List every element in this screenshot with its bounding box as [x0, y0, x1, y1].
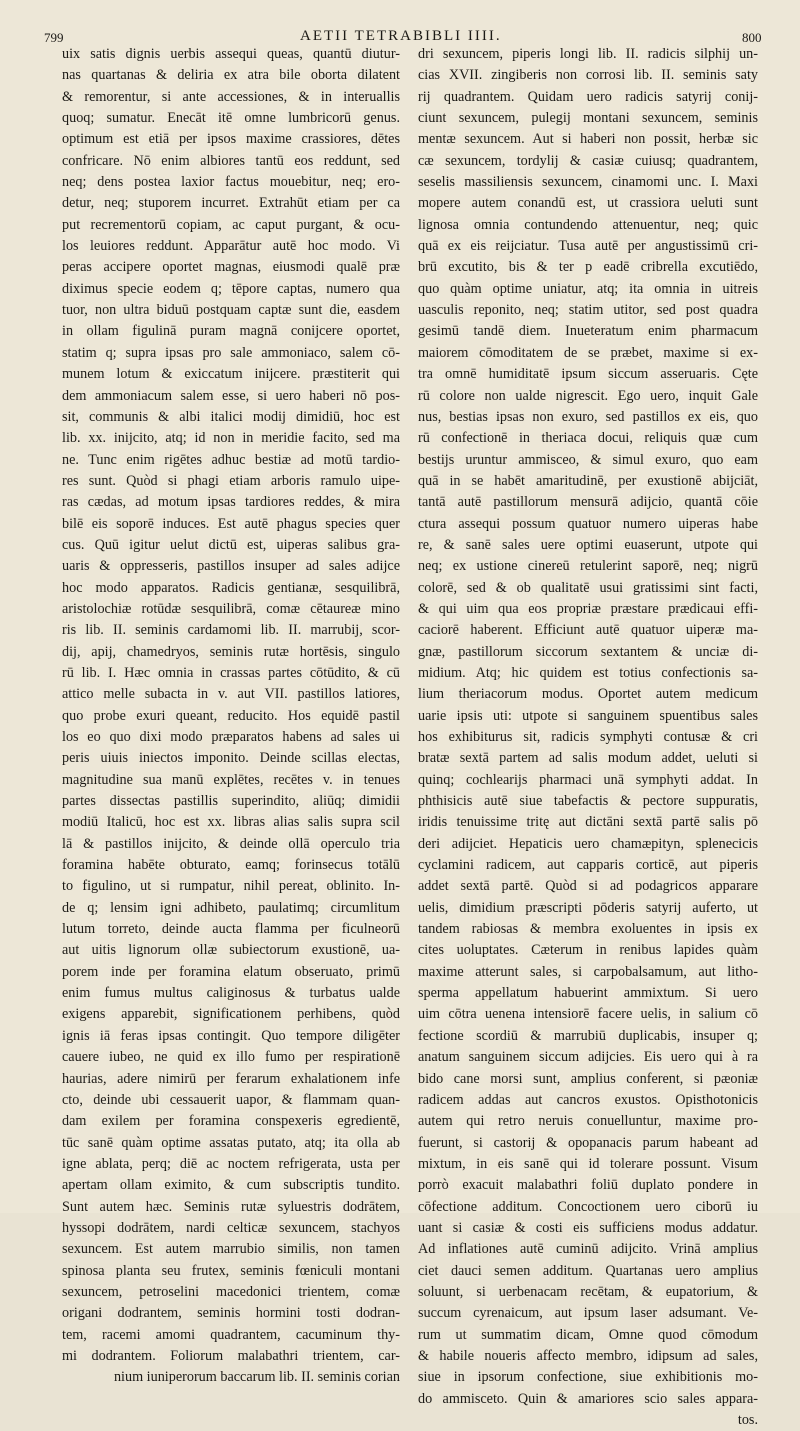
text-line: lignosa omnia contundendo attenuentur, neq; quic	[418, 216, 758, 233]
text-line: cyclamini radicem, aut capparis corticē, aut piperis	[418, 857, 758, 874]
text-line: & remorentur, si ante accessiones, & in interuallis	[62, 88, 400, 105]
text-line: cauere iubeo, ne quid ex illo fumo per respirationē	[62, 1049, 400, 1066]
text-line: dem ammoniacum salem esse, si uero haberi nō pos-	[62, 387, 400, 404]
text-line: tem, racemi amomi quadrantem, cacuminum thy-	[62, 1326, 400, 1343]
text-line: cto, deinde ubi cessauerit uapor, & flammam quan-	[62, 1091, 400, 1108]
text-line: dri sexuncem, piperis longi lib. II. radicis silphij un-	[418, 46, 758, 62]
text-line: aristolochiæ rotūdæ sesquilibrā, comæ cētaureæ mino	[62, 600, 400, 617]
text-line: partes dissectas pastillis superindito, aliūq; dimidii	[62, 793, 400, 810]
text-line: cias XVII. zingiberis non corrosi lib. II. seminis saty	[418, 67, 758, 84]
text-line: succum cyrenaicum, aut ipsum laser adsumant. Ve-	[418, 1305, 758, 1322]
text-line: sit, communis & albi italici modij dimidiū, hoc est	[62, 408, 400, 425]
text-line: uix satis dignis uerbis assequi queas, quantū diutur-	[62, 46, 400, 62]
text-line: aut uitis lignorum ollæ subiectorum exustionē, ua-	[62, 942, 400, 959]
text-line: caciorē haberent. Efficiunt autē quatuor uiperæ ma-	[418, 622, 758, 639]
text-line: quinq; cochlearijs pharmaci unā symphyti addat. In	[418, 771, 758, 788]
text-line: cites uoluptates. Cæterum in renibus lapides quàm	[418, 942, 758, 959]
text-line: mixtum, in eis sanē qui id tolerare possunt. Visum	[418, 1155, 758, 1172]
text-line: autem qui retro neruis conuelluntur, maxime pro-	[418, 1113, 758, 1130]
text-line: & qui uim qua eos propriæ præstare prædicaui effi-	[418, 600, 758, 617]
text-line: statim q; supra ipsas pro sale ammoniaco, salem cō-	[62, 344, 400, 361]
text-line: peras accipere oportet magnas, eiusmodi qualē præ	[62, 259, 400, 276]
text-line: rū confectionē in theriaca docui, reliquis quæ cum	[418, 430, 758, 447]
text-line: hyssopi dodrātem, nardi celticæ sexuncem, stachyos	[62, 1219, 400, 1236]
text-line: fuerunt, si castorij & opopanacis parum habeant ad	[418, 1134, 758, 1151]
text-line: apertam ollam eximito, & cum subscriptis tundito.	[62, 1177, 400, 1194]
text-line: neq; ex ustione cinereū retulerint saporē, neq; nigrū	[418, 558, 758, 575]
text-line: uaris & oppresseris, pastillos insuper ad sales adijce	[62, 558, 400, 575]
text-line: tra omnē humiditatē ipsum siccum asseruaris. Cęte	[418, 366, 758, 383]
text-line: lā & pastillos inijcito, & deinde ollā operculo tria	[62, 835, 400, 852]
text-line: Ad inflationes autē cuminū adijcito. Vrinā amplius	[418, 1241, 758, 1258]
text-line: porrò exacuit malabathri foliū duplato pondere in	[418, 1177, 758, 1194]
text-line: tuor, non ultra biduū postquam captæ sunt die, easdem	[62, 302, 400, 319]
text-line: los leuiores reddunt. Apparātur autē hoc modo. Vi	[62, 238, 400, 255]
text-line: porem inde per foramina elatum obseruato, primū	[62, 963, 400, 980]
text-line: midium. Atq; hic quidem est totius confectionis sa-	[418, 664, 758, 681]
text-line: dam exilem per foramina conspexeris egredientē,	[62, 1113, 400, 1130]
text-line: sexuncem, petroselini macedonici trientem, comæ	[62, 1283, 400, 1300]
running-title: AETII TETRABIBLI IIII.	[300, 28, 502, 44]
text-line: mopere autem conandū est, ut crassiora ueluti sunt	[418, 195, 758, 212]
text-line: quoq; sumatur. Enecāt itē omne lumbricorū genus.	[62, 110, 400, 127]
text-line: dij, apij, chamedryos, seminis rutæ hortēsis, singulo	[62, 643, 400, 660]
text-line: diximus specie eodem q; tēpore captas, numero qua	[62, 280, 400, 297]
text-line: tantā autē pastillorum mensurā adijcio, quantā cōie	[418, 494, 758, 511]
text-line: anatum sanguinem siccum adijcies. Eis uero qui à ra	[418, 1049, 758, 1066]
text-line: soluunt, si uerbenacam recētam, & eupatorium, &	[418, 1283, 758, 1300]
text-line: enim fumus multus caliginosus & turbatus ualde	[62, 985, 400, 1002]
text-line: ignis iā feras ipsas contingit. Quo tempore diligēter	[62, 1027, 400, 1044]
text-line: maxime atterunt sales, si carpobalsamum, aut litho-	[418, 963, 758, 980]
text-line: attico melle subacta in v. aut VII. pastillos latiores,	[62, 686, 400, 703]
text-line: sperma appellatum habuerint ammixtum. Si uero	[418, 985, 758, 1002]
text-line: do ammisceto. Quin & amariores scio sales appara-	[418, 1390, 758, 1407]
text-line: optimum est etiā per ipsos maxime crassiores, dētes	[62, 131, 400, 148]
text-line: mentæ sexuncem. Aut si haberi non possit, herbæ sic	[418, 131, 758, 148]
text-line: brū excutito, bis & ter p eadē cribrella excutiēdo,	[418, 259, 758, 276]
text-line: igne ablata, perq; diē ac noctem refrigerata, usta per	[62, 1155, 400, 1172]
text-line: tūc sanē quàm optime assatas putato, atq; ita olla ab	[62, 1134, 400, 1151]
text-line: siue in ipsorum confectione, siue exhibitionis mo-	[418, 1369, 758, 1386]
text-line: phthisicis autē siue tabefactis & pectore suppuratis,	[418, 793, 758, 810]
text-line: bratæ sextā partem ad salis modum addet, ueluti si	[418, 750, 758, 767]
text-line: modiū Italicū, hoc est xx. libras alias salis supra scil	[62, 814, 400, 831]
text-line: bestijs uruntur ammisceo, & simul exuro, quo eam	[418, 451, 758, 468]
text-line: foramina habēte obturato, eamq; forinsecus totālū	[62, 857, 400, 874]
text-line: maiorem cōmoditatem de se præbet, maxime si ex-	[418, 344, 758, 361]
text-line: uasculis reponito, neq; statim utitor, sed post quadra	[418, 302, 758, 319]
text-line: ciunt sexuncem, pulegij montani sexuncem, seminis	[418, 110, 758, 127]
text-line: rū lib. I. Hæc omnia in crassas partes cōtūdito, & cū	[62, 664, 400, 681]
text-line: uant si casiæ & costi eis sufficiens modus addatur.	[418, 1219, 758, 1236]
text-line: iridis tenuissime tritę aut dictāni sextā partē salis pō	[418, 814, 758, 831]
text-line: haurias, adere nimirū per ferarum exhalationem infe	[62, 1070, 400, 1087]
text-line: los eo quo dixi modo præparatos habens ad sales ui	[62, 729, 400, 745]
text-line: fectione scordiū & marrubiū duplicabis, insuper q;	[418, 1027, 758, 1044]
text-line: seselis massiliensis sexuncem, cinamomi unc. I. Maxi	[418, 174, 758, 191]
right-text-column	[418, 44, 758, 1431]
text-line: peris uiuis iniectos imponito. Deinde scillas electas,	[62, 750, 400, 767]
text-line: re, & sanē sales uere optimi euaserunt, utpote qui	[418, 536, 758, 553]
text-line: neq; dens postea laxior factus mouebitur, neq; ero-	[62, 174, 400, 191]
text-line: rū colore non ualde nigrescit. Ego uero, inquit Gale	[418, 387, 758, 404]
text-line: addet sextā partē. Quòd si ad podagricos apparare	[418, 878, 758, 895]
running-header	[0, 6, 800, 45]
text-line: quo probe exuri queant, reducito. Hos equidē pastil	[62, 707, 400, 724]
text-line: mi dodrantem. Foliorum malabathri trientem, car-	[62, 1347, 400, 1364]
text-line: spinosa planta seu frutex, seminis fœniculi montani	[62, 1262, 400, 1279]
text-line: put recrementorū copiam, ac caput purgant, & ocu-	[62, 216, 400, 233]
text-line: ne. Tunc enim rigētes adhuc bestiæ ad motū tardio-	[62, 451, 400, 468]
text-line: & habile noueris affecto membro, idipsum ad sales,	[418, 1347, 758, 1364]
text-line: radicem addas aut cancros exustos. Opisthotonicis	[418, 1091, 758, 1108]
text-line: quā ex eis reijciatur. Tusa autē per angustissimū cri-	[418, 238, 758, 255]
text-line: detur, neq; stuporem incurret. Extrahūt etiam per ca	[62, 195, 400, 212]
text-line: ris lib. II. seminis cardamomi lib. II. marrubij, scor-	[62, 622, 400, 639]
text-line: Sunt autem hæc. Seminis rutæ syluestris dodrātem,	[62, 1198, 400, 1215]
text-line: colorē, sed & ob qualitatē usui gratissimi sint facti,	[418, 579, 758, 596]
text-line: gnæ, pastillorum siccorum sextantem & unciæ di-	[418, 643, 758, 660]
text-line: uarie ipsis uti: utpote si sanguinem spuentibus sales	[418, 707, 758, 724]
text-line: rum ut summatim dicam, Omne quod cōmodum	[418, 1326, 758, 1343]
text-line: uelis, dimidium præscripti pōderis satyrij auferto, ut	[418, 899, 758, 916]
text-line: origani dodrantem, seminis hormini tosti dodran-	[62, 1305, 400, 1322]
page-number-left: 799	[44, 30, 64, 45]
text-line: cæ sexuncem, tordylij & casiæ cuiusq; quadrantem,	[418, 152, 758, 169]
text-line: res sunt. Quòd si phagi etiam arboris ramulo uipe-	[62, 472, 400, 489]
text-line: munem lotum & exiccatum inijcere. præstiterit qui	[62, 366, 400, 383]
text-line: bido cane morsi sunt, amplius conferent, si pæoniæ	[418, 1070, 758, 1087]
text-line: quā in se habēt amaritudinē, per exustionē abijciāt,	[418, 472, 758, 489]
text-line: lium theriacorum modus. Oportet autem medicum	[418, 686, 758, 703]
text-line: ctura assequi possum quatuor numero uiperas habe	[418, 515, 758, 532]
text-line: nium iuniperorum baccarum lib. II. seminis corian	[113, 1369, 400, 1386]
text-line: ciet dauci semen additum. Quartanas uero amplius	[418, 1262, 758, 1279]
left-text-column	[62, 44, 400, 1389]
text-line: deri adijciet. Hepaticis uero chamæpityn, splenecicis	[418, 835, 758, 852]
text-line: tos.	[737, 1412, 758, 1428]
text-line: bilē eis soporē induces. Est autē phagus species quer	[62, 515, 400, 532]
text-line: exigens apparebit, significationem perhibens, quòd	[62, 1006, 400, 1023]
text-line: de q; lensim igni adhibeto, paulatimq; circumlitum	[62, 899, 400, 916]
text-line: rij quadrantem. Quidam uero radicis satyrij conij-	[418, 88, 758, 105]
text-line: confricare. Nō enim albiores tantū eos reddunt, sed	[62, 152, 400, 169]
text-line: hos exhibiturus sit, radicis symphyti contusæ & cri	[418, 729, 758, 745]
text-line: tandem rabiosas & membra exoluentes in ipsis ex	[418, 921, 758, 938]
text-line: cus. Quū igitur uelut dictū est, uiperas salibus gra-	[62, 536, 400, 553]
text-line: cōfectione additum. Concoctionem uero ciborū iu	[418, 1198, 758, 1215]
text-line: quo quàm optime uniatur, atq; ita omnia in uitreis	[418, 280, 758, 297]
text-line: lib. xx. inijcito, atq; id non in meridie facito, sed ma	[62, 430, 400, 447]
text-line: uim cōtra uenena intensiorē facere uelis, in salium cō	[418, 1006, 758, 1023]
text-line: ras cædas, ad motum ipsas tardiores reddes, & mira	[62, 494, 400, 511]
text-line: sexuncem. Est autem marrubio similis, non tamen	[62, 1241, 400, 1258]
text-line: to figulino, ut si rumpatur, nihil pereat, oblinito. In-	[62, 878, 400, 895]
text-line: in ollam figulinā puram magnā conijcere oportet,	[62, 323, 400, 340]
text-line: hoc modo apparatos. Radicis gentianæ, sesquilibrā,	[62, 579, 400, 596]
text-line: gesimū tandē diem. Inueteratum enim pharmacum	[418, 323, 758, 340]
text-line: nus, bestias ipsas non exuro, sed pastillos ex eis, quo	[418, 408, 758, 425]
page-number-right: 800	[742, 30, 762, 45]
text-line: magnitudine sua manū explētes, recētes v. in tenues	[62, 771, 400, 788]
text-line: lutum torreto, deinde aucta flamma per ficulneorū	[62, 921, 400, 938]
text-line: nas quartanas & deliria ex atra bile oborta dilatent	[62, 67, 400, 84]
